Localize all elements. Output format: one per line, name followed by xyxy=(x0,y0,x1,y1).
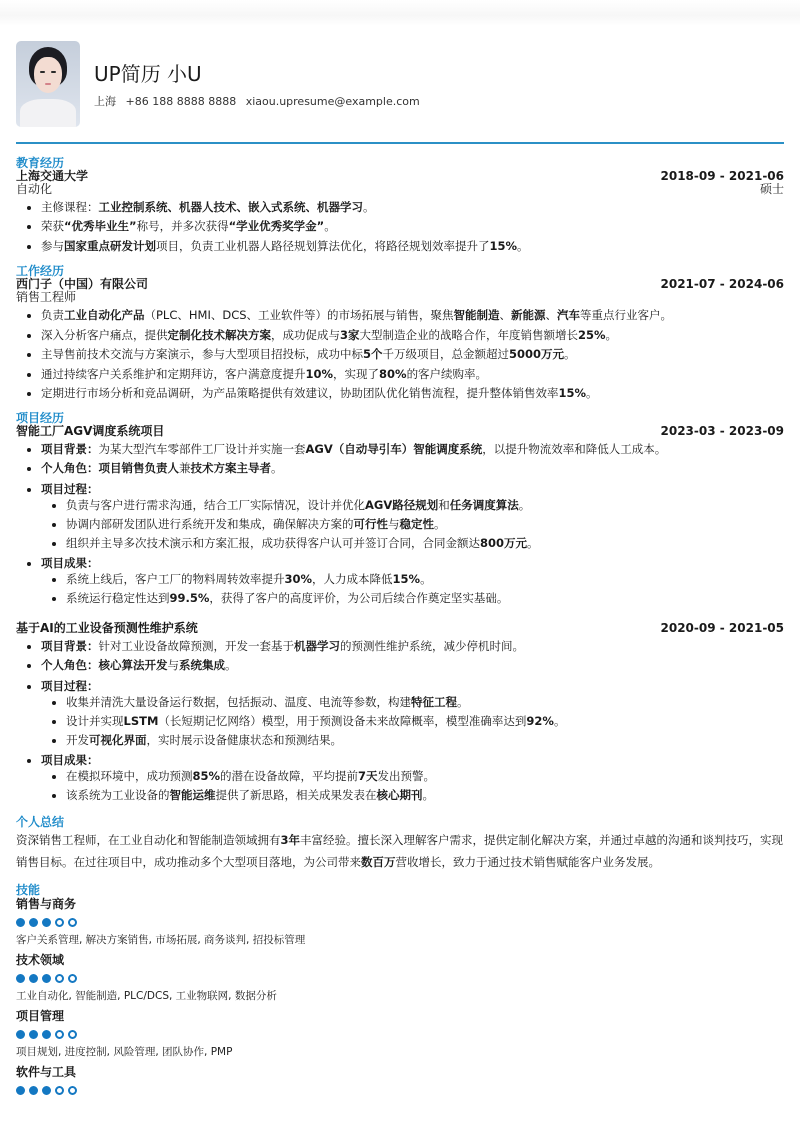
skill-level-rating xyxy=(16,918,784,927)
list-item: • 开发可视化界面，实时展示设备健康状态和预测结果。 xyxy=(66,731,784,750)
project-name: 基于AI的工业设备预测性维护系统 xyxy=(16,620,198,635)
list-item: • 定期进行市场分析和竞品调研，为产品策略提供有效建议，协助团队优化销售流程，提升整体销售效率15%。 xyxy=(41,384,784,404)
project-process: • 项目过程： • 负责与客户进行需求沟通，结合工厂实际情况，设计并优化AGV路径规划和任务调度算法。 • 协调内部研发团队进行系统开发和集成，确保解决方案的可行性与稳定性。 • 组织并主导多次技术演示和方案汇报，成功获得客户认可并签订合同，合同金额达800万元。 xyxy=(41,479,784,553)
list-item: • 设计并实现LSTM（长短期记忆网络）模型，用于预测设备未来故障概率，模型准确率达到92%。 xyxy=(66,712,784,731)
empty-dot-icon xyxy=(55,918,64,927)
skill-keywords: 工业自动化, 智能制造, PLC/DCS, 工业物联网, 数据分析 xyxy=(16,989,277,1002)
filled-dot-icon xyxy=(16,918,25,927)
project-item xyxy=(16,425,784,608)
project-item xyxy=(16,622,784,805)
project-background: • 项目背景：为某大型汽车零部件工厂设计并实施一套AGV（自动导引车）智能调度系统，以提升物流效率和降低人工成本。 xyxy=(41,440,784,460)
project-results: • 项目成果： • 在模拟环境中，成功预测85%的潜在设备故障，平均提前7天发出预警。 • 该系统为工业设备的智能运维提供了新思路，相关成果发表在核心期刊。 xyxy=(41,750,784,805)
filled-dot-icon xyxy=(16,974,25,983)
company-name: 西门子（中国）有限公司 xyxy=(16,277,149,291)
list-item: • 负责与客户进行需求沟通，结合工厂实际情况，设计并优化AGV路径规划和任务调度算法。 xyxy=(66,496,784,515)
project-results: • 项目成果： • 系统上线后，客户工厂的物料周转效率提升30%，人力成本降低15%。 • 系统运行稳定性达到99.5%，获得了客户的高度评价，为公司后续合作奠定坚实基础。 xyxy=(41,553,784,608)
list-item: • 荣获“优秀毕业生”称号，并多次获得“学业优秀奖学金”。 xyxy=(41,217,784,237)
empty-dot-icon xyxy=(68,974,77,983)
resume-page xyxy=(16,40,784,1095)
education-row xyxy=(16,170,784,183)
empty-dot-icon xyxy=(68,1030,77,1039)
education-dates: 2018-09 - 2021-06 xyxy=(660,168,784,183)
work-dates: 2021-07 - 2024-06 xyxy=(660,277,784,291)
education-bullets xyxy=(16,198,784,257)
list-item: • 组织并主导多次技术演示和方案汇报，成功获得客户认可并签订合同，合同金额达800万元。 xyxy=(66,534,784,553)
skills-list xyxy=(16,897,784,1095)
project-process: • 项目过程： • 收集并清洗大量设备运行数据，包括振动、温度、电流等参数，构建特征工程。 • 设计并实现LSTM（长短期记忆网络）模型，用于预测设备未来故障概率，模型准确率达到92%。 • 开发可视化界面，实时展示设备健康状态和预测结果。 xyxy=(41,676,784,750)
project-dates: 2023-03 - 2023-09 xyxy=(660,423,784,438)
empty-dot-icon xyxy=(68,1086,77,1095)
section-title-education: 教育经历 xyxy=(16,155,65,170)
degree: 硕士 xyxy=(759,181,784,196)
skill-name: 项目管理 xyxy=(16,1008,65,1023)
filled-dot-icon xyxy=(42,1086,51,1095)
avatar xyxy=(16,41,80,127)
filled-dot-icon xyxy=(29,1030,38,1039)
skill-keywords: 客户关系管理, 解决方案销售, 市场拓展, 商务谈判, 招投标管理 xyxy=(16,933,306,946)
skill-level-rating xyxy=(16,1030,784,1039)
empty-dot-icon xyxy=(55,1086,64,1095)
skill-level-rating xyxy=(16,1086,784,1095)
project-role: • 个人角色：项目销售负责人兼技术方案主导者。 xyxy=(41,459,784,479)
empty-dot-icon xyxy=(55,974,64,983)
skills-section xyxy=(16,883,784,1095)
section-title-work: 工作经历 xyxy=(16,264,65,278)
education-section xyxy=(16,156,784,257)
phone: +86 188 8888 8888 xyxy=(125,95,237,108)
filled-dot-icon xyxy=(29,1086,38,1095)
list-item: • 参与国家重点研发计划项目，负责工业机器人路径规划算法优化，将路径规划效率提升了15%。 xyxy=(41,237,784,257)
work-row xyxy=(16,278,784,291)
work-section xyxy=(16,264,784,404)
skill-item xyxy=(16,1009,784,1059)
list-item: • 协调内部研发团队进行系统开发和集成，确保解决方案的可行性与稳定性。 xyxy=(66,515,784,534)
resume-header xyxy=(16,40,784,128)
skill-item xyxy=(16,1065,784,1095)
list-item: • 在模拟环境中，成功预测85%的潜在设备故障，平均提前7天发出预警。 xyxy=(66,767,784,786)
filled-dot-icon xyxy=(42,918,51,927)
work-bullets xyxy=(16,306,784,404)
empty-dot-icon xyxy=(68,918,77,927)
project-role: • 个人角色：核心算法开发与系统集成。 xyxy=(41,656,784,676)
summary-section xyxy=(16,815,784,873)
projects-section xyxy=(16,411,784,805)
skill-name: 软件与工具 xyxy=(16,1064,77,1079)
top-band xyxy=(0,0,800,26)
skill-name: 销售与商务 xyxy=(16,896,77,911)
summary-text: 资深销售工程师，在工业自动化和智能制造领域拥有3年丰富经验。擅长深入理解客户需求，提供定制化解决方案，并通过卓越的沟通和谈判技巧，实现销售目标。在过往项目中，成功推动多个大型项目落地，为公司带来数百万营收增长，致力于通过技术销售赋能客户业务发展。 xyxy=(16,832,784,869)
list-item: • 系统上线后，客户工厂的物料周转效率提升30%，人力成本降低15%。 xyxy=(66,570,784,589)
empty-dot-icon xyxy=(55,1030,64,1039)
project-dates: 2020-09 - 2021-05 xyxy=(660,620,784,635)
list-item: • 主导售前技术交流与方案演示，参与大型项目招投标，成功中标5个千万级项目，总金额超过5000万元。 xyxy=(41,345,784,365)
list-item: • 负责工业自动化产品（PLC、HMI、DCS、工业软件等）的市场拓展与销售，聚焦智能制造、新能源、汽车等重点行业客户。 xyxy=(41,306,784,326)
project-name: 智能工厂AGV调度系统项目 xyxy=(16,423,165,438)
skill-keywords: 项目规划, 进度控制, 风险管理, 团队协作, PMP xyxy=(16,1045,233,1058)
list-item: • 系统运行稳定性达到99.5%，获得了客户的高度评价，为公司后续合作奠定坚实基础。 xyxy=(66,589,784,608)
list-item: • 通过持续客户关系维护和定期拜访，客户满意度提升10%，实现了80%的客户续购率。 xyxy=(41,365,784,385)
project-details xyxy=(16,637,784,805)
section-title-summary: 个人总结 xyxy=(16,814,65,829)
project-row xyxy=(16,425,784,438)
filled-dot-icon xyxy=(29,974,38,983)
skill-item xyxy=(16,897,784,947)
project-details xyxy=(16,440,784,608)
project-background: • 项目背景：针对工业设备故障预测，开发一套基于机器学习的预测性维护系统，减少停机时间。 xyxy=(41,637,784,657)
work-subrow xyxy=(16,291,784,304)
skill-name: 技术领域 xyxy=(16,952,65,967)
location: 上海 xyxy=(94,95,116,108)
skill-level-rating xyxy=(16,974,784,983)
filled-dot-icon xyxy=(42,1030,51,1039)
list-item: • 主修课程：工业控制系统、机器人技术、嵌入式系统、机器学习。 xyxy=(41,198,784,218)
project-row xyxy=(16,622,784,635)
filled-dot-icon xyxy=(16,1086,25,1095)
contact-line xyxy=(94,93,426,109)
header-info xyxy=(94,59,426,109)
header-divider xyxy=(16,142,784,144)
major: 自动化 xyxy=(16,181,53,196)
list-item: • 深入分析客户痛点，提供定制化技术解决方案，成功促成与3家大型制造企业的战略合作，年度销售额增长25%。 xyxy=(41,326,784,346)
list-item: • 该系统为工业设备的智能运维提供了新思路，相关成果发表在核心期刊。 xyxy=(66,786,784,805)
section-title-skills: 技能 xyxy=(16,882,41,897)
section-title-projects: 项目经历 xyxy=(16,410,65,425)
filled-dot-icon xyxy=(16,1030,25,1039)
email: xiaou.upresume@example.com xyxy=(245,95,420,108)
filled-dot-icon xyxy=(42,974,51,983)
list-item: • 收集并清洗大量设备运行数据，包括振动、温度、电流等参数，构建特征工程。 xyxy=(66,693,784,712)
school-name: 上海交通大学 xyxy=(16,168,89,183)
education-subrow xyxy=(16,183,784,196)
skill-item xyxy=(16,953,784,1003)
filled-dot-icon xyxy=(29,918,38,927)
job-role: 销售工程师 xyxy=(16,290,77,304)
candidate-name: UP简历 小U xyxy=(94,62,202,86)
